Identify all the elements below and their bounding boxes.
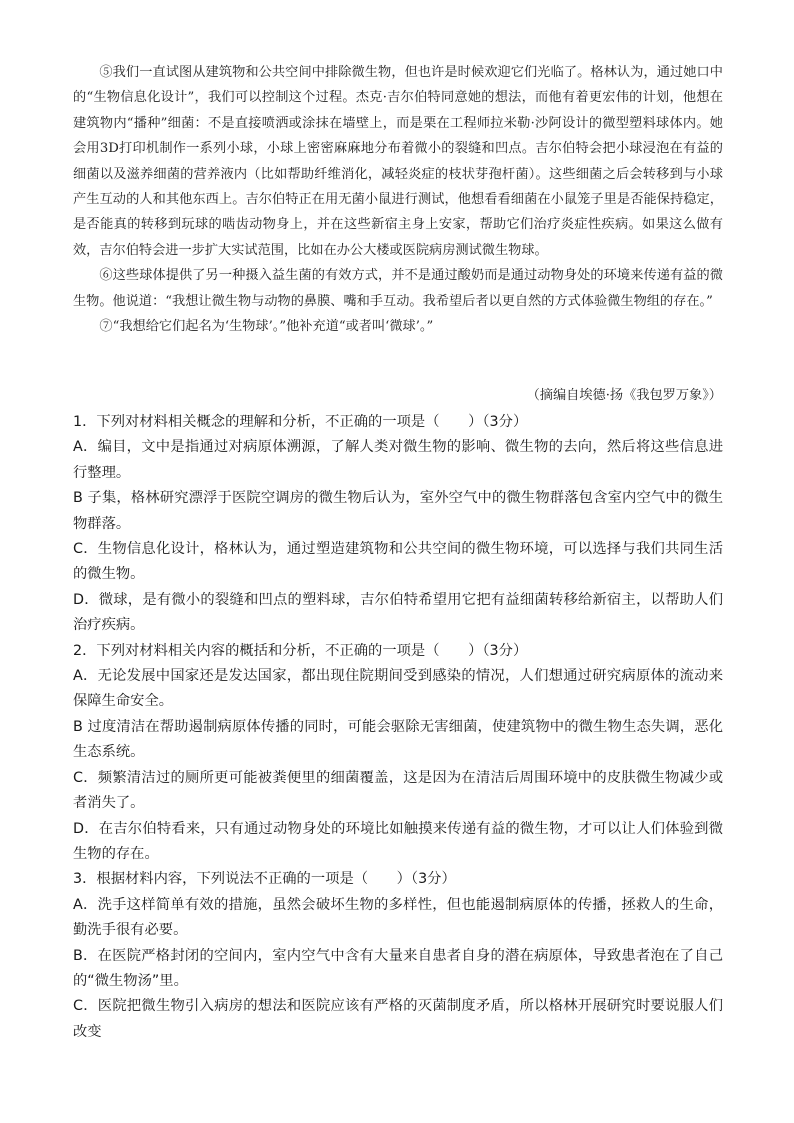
question-1-option-d: D．微球，是有微小的裂缝和凹点的塑料球，吉尔伯特希望用它把有益细菌转移给新宿主，以帮助人们治疗疾病。 xyxy=(73,591,723,634)
question-3-option-a: A．洗手这样简单有效的措施，虽然会破坏生物的多样性，但也能遏制病原体的传播，拯救人的生命，勤洗手很有必要。 xyxy=(73,896,723,939)
question-1-stem: 1．下列对材料相关概念的理解和分析，不正确的一项是（ ）（3分） xyxy=(73,414,528,430)
question-section xyxy=(73,410,723,1045)
question-2-option-a: A．无论发展中国家还是发达国家，都出现住院期间受到感染的情况，人们想通过研究病原体的流动来保障生命安全。 xyxy=(73,668,723,710)
question-1-option-a: A．编目，文中是指通过对病原体溯源，了解人类对微生物的影响、微生物的去向，然后将这些信息进行整理。 xyxy=(73,439,723,481)
question-3-stem: 3．根据材料内容，下列说法不正确的一项是（ ）（3分） xyxy=(73,871,456,888)
question-2-option-b: B 过度清洁在帮助遏制病原体传播的同时，可能会驱除无害细菌，使建筑物中的微生物生态失调，恶化生态系统。 xyxy=(73,718,723,761)
passage-paragraph-5: ⑤我们一直试图从建筑物和公共空间中排除微生物，但也许是时候欢迎它们光临了。格林认为，通过她口中的“生物信息化设计”，我们可以控制这个过程。杰克·吉尔伯特同意她的想法，而他有着更宏伟的计划，他想在建筑物内“播种”细菌：不是直接喷洒或涂抹在墙壁上，而是栗在工程师拉米勒·沙阿设计的微型塑料球体内。她会用3D打印机制作一系列小球，小球上密密麻麻地分布着微小的裂缝和凹点。吉尔伯特会把小球浸泡在有益的细菌以及滋养细菌的营养液内（比如帮助纤维消化，减轻炎症的枝状芽孢杆菌）。这些细菌之后会转移到与小球产生互动的人和其他东西上。吉尔伯特正在用无菌小鼠进行测试，他想看看细菌在小鼠笼子里是否能保持稳定，是否能真的转移到玩球的啮齿动物身上，并在这些新宿主身上安家，帮助它们治疗炎症性疾病。如果这么做有效，吉尔伯特会进一步扩大实试范围，比如在办公大楼或医院病房测试微生物球。 xyxy=(73,65,723,258)
question-2-stem: 2．下列对材料相关内容的概括和分析，不正确的一项是（ ）（3分） xyxy=(73,642,528,659)
question-1-option-b: B 子集，格林研究漂浮于医院空调房的微生物后认为，室外空气中的微生物群落包含室内空气中的微生物群落。 xyxy=(73,490,723,532)
question-3-option-c: C．医院把微生物引入病房的想法和医院应该有严格的灭菌制度矛盾，所以格林开展研究时要说服人们改变 xyxy=(73,998,723,1040)
reading-passage xyxy=(73,60,723,339)
question-3-option-b: B．在医院严格封闭的空间内，室内空气中含有大量来自患者自身的潜在病原体，导致患者泡在了自己的“微生物汤”里。 xyxy=(73,947,723,989)
passage-source: （摘编自埃德·扬《我包罗万象》） xyxy=(526,388,722,403)
question-1-option-c: C．生物信息化设计，格林认为，通过塑造建筑物和公共空间的微生物环境，可以选择与我们共同生活的微生物。 xyxy=(73,541,723,583)
question-2-option-d: D．在吉尔伯特看来，只有通过动物身处的环境比如触摸来传递有益的微生物，才可以让人们体验到微生物的存在。 xyxy=(73,820,723,862)
passage-paragraph-6: ⑥这些球体提供了另一种摄入益生菌的有效方式，并不是通过酸奶而是通过动物身处的环境来传递有益的微生物。他说道：“我想让微生物与动物的鼻膜、嘴和手互动。我希望后者以更自然的方式体验微生物组的存在。” xyxy=(73,268,723,309)
question-2-option-c: C．频繁清洁过的厕所更可能被粪便里的细菌覆盖，这是因为在清洁后周围环境中的皮肤微生物减少或者消失了。 xyxy=(73,769,723,812)
passage-paragraph-7: ⑦“我想给它们起名为‘生物球’。”他补充道“或者叫‘微球’。” xyxy=(99,319,434,335)
